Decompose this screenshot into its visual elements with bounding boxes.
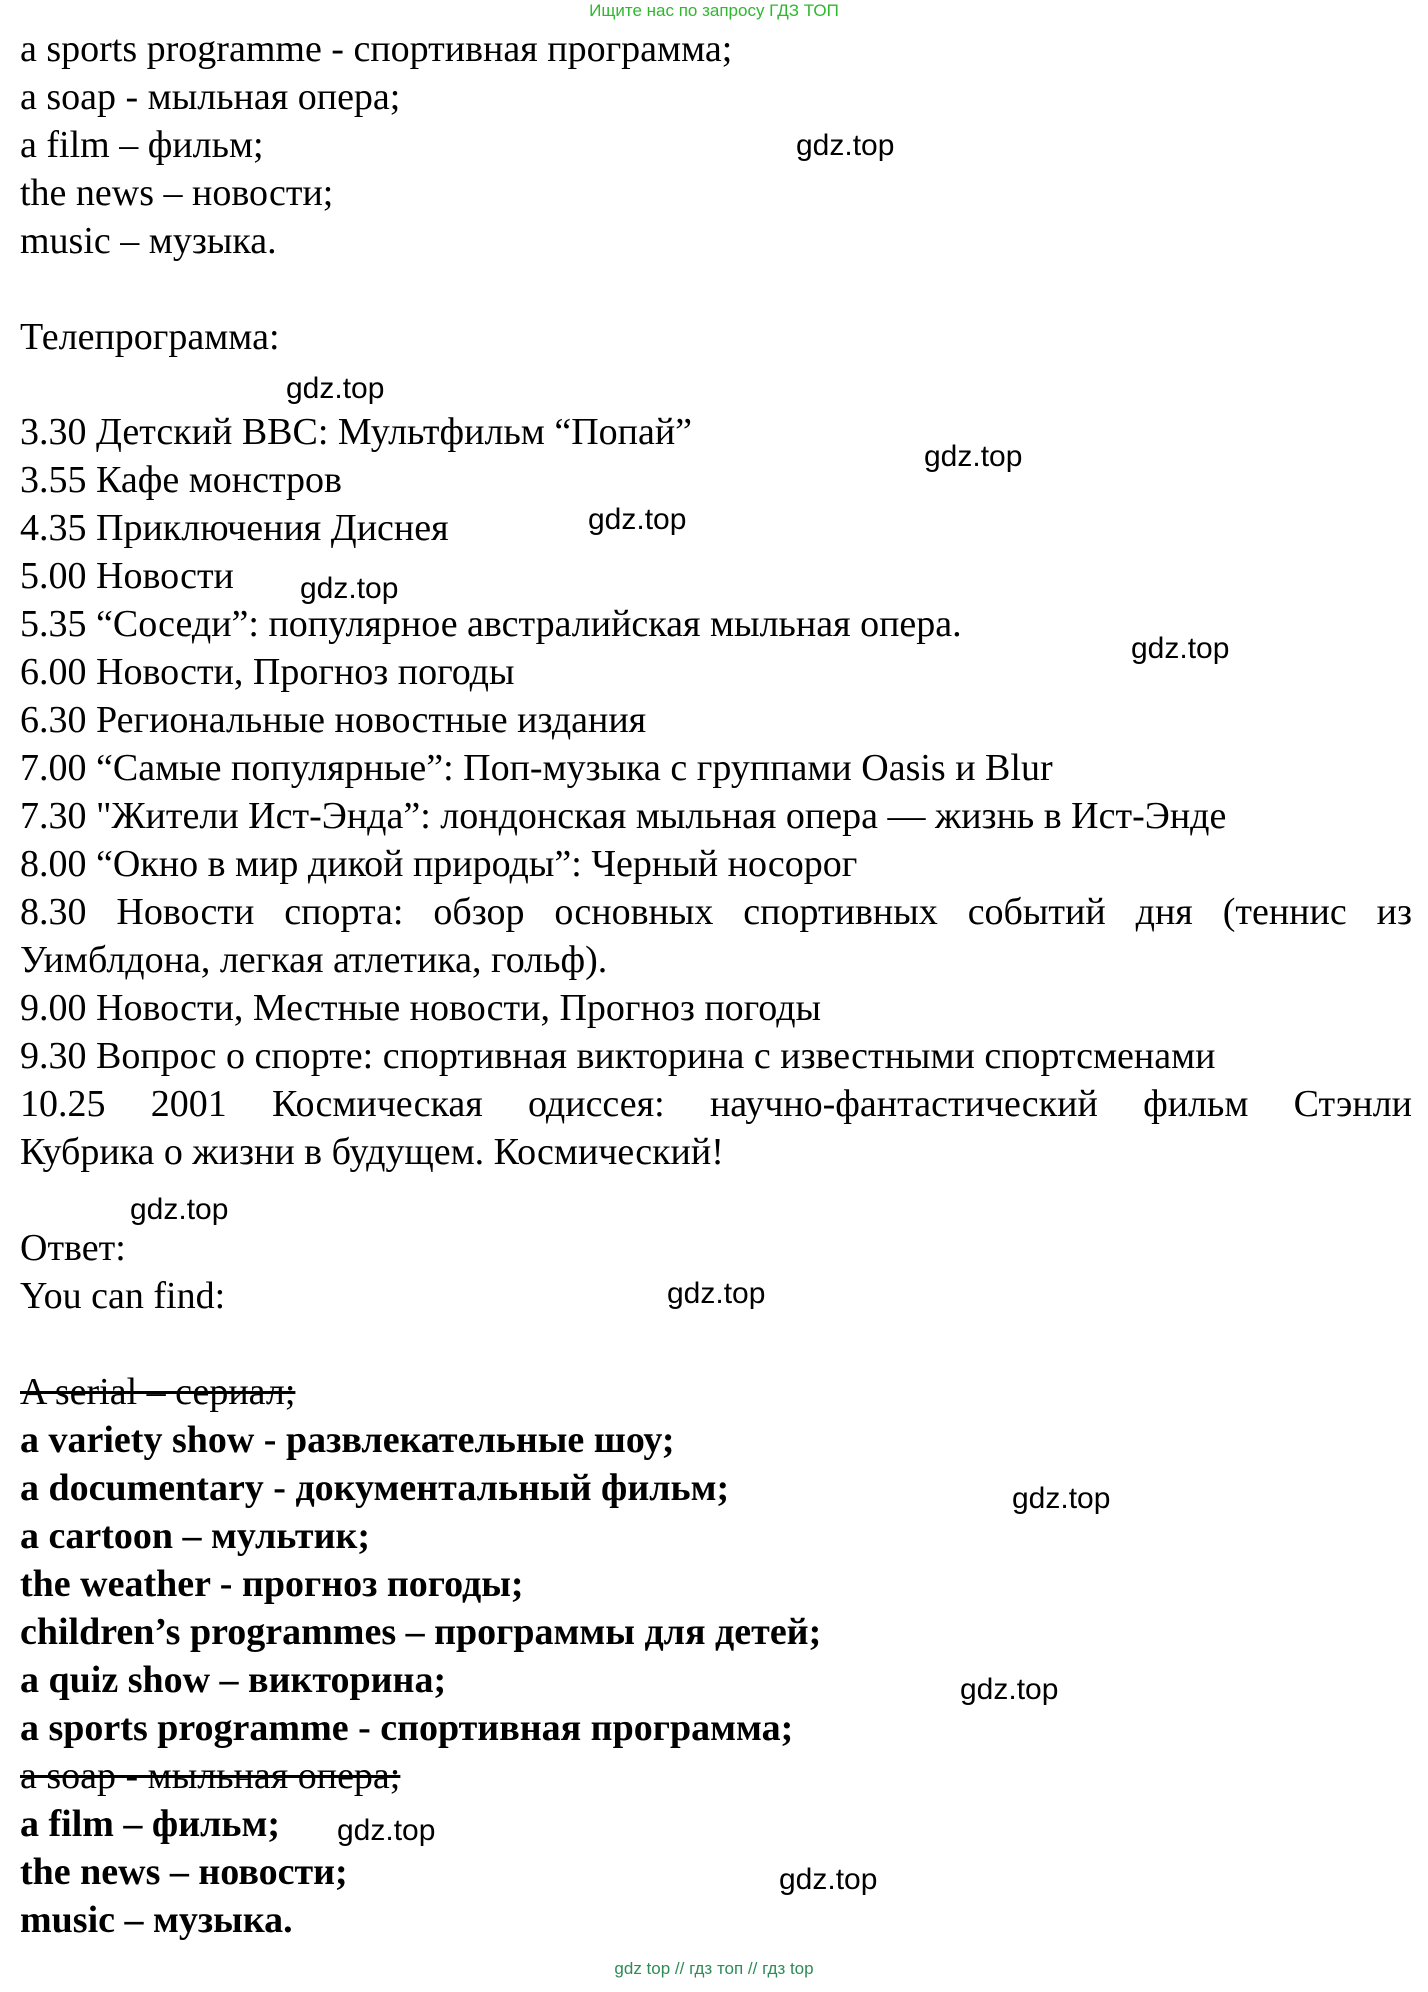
watermark: gdz.top	[588, 503, 687, 536]
schedule-item: 8.30 Новости спорта: обзор основных спортивных событий дня (теннис из	[20, 891, 1412, 933]
answer-item: a film – фильм;	[20, 1803, 281, 1845]
answer-item: children’s programmes – программы для детей;	[20, 1611, 822, 1653]
watermark: gdz.top	[796, 129, 895, 162]
header-search-hint[interactable]: Ищите нас по запросу ГДЗ ТОП	[589, 1, 839, 20]
schedule-item: 4.35 Приключения Диснея	[20, 507, 449, 549]
vocab-item: the news – новости;	[20, 172, 334, 214]
watermark: gdz.top	[286, 372, 385, 405]
schedule-item: 9.00 Новости, Местные новости, Прогноз погоды	[20, 987, 822, 1029]
watermark: gdz.top	[779, 1863, 878, 1896]
vocab-item: a film – фильм;	[20, 124, 264, 166]
watermark: gdz.top	[924, 440, 1023, 473]
answer-item-struck: A serial – сериал;	[20, 1371, 296, 1413]
watermark: gdz.top	[337, 1814, 436, 1847]
schedule-item-continued: Кубрика о жизни в будущем. Космический!	[20, 1131, 724, 1173]
watermark: gdz.top	[960, 1673, 1059, 1706]
tv-heading: Телепрограмма:	[20, 316, 280, 358]
schedule-item: 8.00 “Окно в мир дикой природы”: Черный носорог	[20, 843, 858, 885]
schedule-item: 3.30 Детский BBC: Мультфильм “Попай”	[20, 411, 693, 453]
vocab-item: a soap - мыльная опера;	[20, 76, 401, 118]
schedule-item: 10.25 2001 Космическая одиссея: научно-фантастический фильм Стэнли	[20, 1083, 1412, 1125]
answer-intro: You can find:	[20, 1275, 226, 1317]
schedule-item: 9.30 Вопрос о спорте: спортивная викторина с известными спортсменами	[20, 1035, 1216, 1077]
schedule-item: 7.00 “Самые популярные”: Поп-музыка с группами Oasis и Blur	[20, 747, 1053, 789]
watermark: gdz.top	[667, 1277, 766, 1310]
watermark: gdz.top	[1012, 1482, 1111, 1515]
vocab-item: a sports programme - спортивная программа;	[20, 28, 733, 70]
answer-item: a cartoon – мультик;	[20, 1515, 371, 1557]
vocab-item: music – музыка.	[20, 220, 277, 262]
schedule-item: 6.30 Региональные новостные издания	[20, 699, 647, 741]
answer-item-struck: a soap - мыльная опера;	[20, 1755, 401, 1797]
schedule-item: 3.55 Кафе монстров	[20, 459, 342, 501]
answer-item: the news – новости;	[20, 1851, 348, 1893]
answer-item: music – музыка.	[20, 1899, 293, 1941]
answer-item: a variety show - развлекательные шоу;	[20, 1419, 675, 1461]
footer-links[interactable]: gdz top // гдз топ // гдз top	[614, 1959, 814, 1978]
answer-label: Ответ:	[20, 1227, 126, 1269]
answer-item: a sports programme - спортивная программа;	[20, 1707, 794, 1749]
schedule-item: 5.35 “Соседи”: популярное австралийская мыльная опера.	[20, 603, 962, 645]
answer-item: the weather - прогноз погоды;	[20, 1563, 524, 1605]
schedule-item: 6.00 Новости, Прогноз погоды	[20, 651, 515, 693]
schedule-item: 7.30 "Жители Ист-Энда”: лондонская мыльная опера — жизнь в Ист-Энде	[20, 795, 1227, 837]
watermark: gdz.top	[130, 1193, 229, 1226]
watermark: gdz.top	[1131, 632, 1230, 665]
watermark: gdz.top	[300, 572, 399, 605]
answer-item: a documentary - документальный фильм;	[20, 1467, 730, 1509]
answer-item: a quiz show – викторина;	[20, 1659, 447, 1701]
schedule-item-continued: Уимблдона, легкая атлетика, гольф).	[20, 939, 608, 981]
schedule-item: 5.00 Новости	[20, 555, 234, 597]
